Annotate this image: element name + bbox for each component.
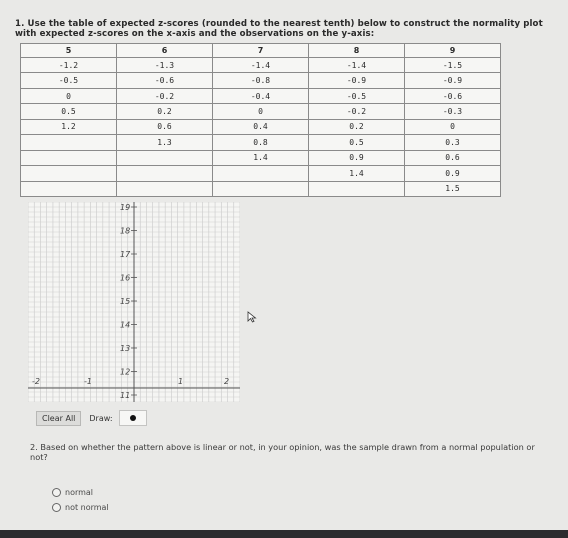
table-cell: 0 — [213, 104, 309, 119]
table-cell: -0.9 — [405, 73, 501, 88]
table-cell: -1.5 — [405, 58, 501, 73]
table-cell: -0.5 — [309, 88, 405, 103]
y-tick-label: 13 — [120, 344, 131, 353]
table-cell — [117, 166, 213, 181]
table-row — [21, 73, 501, 88]
table-cell: 0.8 — [213, 135, 309, 150]
table-row — [21, 104, 501, 119]
table-cell: -0.5 — [21, 73, 117, 88]
radio-not-normal[interactable] — [52, 503, 61, 512]
table-cell: -0.9 — [309, 73, 405, 88]
table-cell: 0.4 — [213, 119, 309, 134]
table-row — [21, 119, 501, 134]
table-cell — [117, 181, 213, 197]
normality-plot[interactable] — [28, 202, 240, 402]
x-tick-label: 2 — [224, 377, 230, 386]
y-tick-label: 15 — [120, 297, 131, 306]
question-1-text — [15, 19, 555, 39]
header-n-8: 8 — [309, 44, 405, 58]
option-normal[interactable] — [52, 488, 93, 497]
question-2-text: 2. Based on whether the pattern above is linear or not, in your opinion, was the sample drawn from a normal population or not? — [30, 442, 535, 462]
header-n-9: 9 — [405, 44, 501, 58]
table-row — [21, 88, 501, 103]
table-cell: -1.4 — [309, 58, 405, 73]
option-not-normal[interactable] — [52, 503, 109, 512]
table-cell: 0 — [21, 88, 117, 103]
clear-all-button[interactable]: Clear All — [36, 411, 81, 426]
y-tick-label: 19 — [120, 203, 131, 212]
table-row — [21, 135, 501, 150]
header-n-6: 6 — [117, 44, 213, 58]
table-cell: 0 — [405, 119, 501, 134]
draw-toolbar — [36, 410, 147, 426]
y-tick-label: 17 — [120, 250, 131, 259]
y-tick-label: 18 — [120, 226, 131, 236]
table-cell: 0.9 — [405, 166, 501, 181]
table-cell: 1.5 — [405, 181, 501, 197]
y-tick-label: 14 — [120, 320, 131, 330]
point-dot-icon — [130, 415, 136, 421]
table-cell: 0.5 — [21, 104, 117, 119]
option-not-normal-label: not normal — [65, 503, 109, 512]
table-cell: -0.4 — [213, 88, 309, 103]
draw-point-tool[interactable] — [119, 410, 147, 426]
radio-normal[interactable] — [52, 488, 61, 497]
x-tick-label: -1 — [84, 377, 92, 386]
table-cell: -0.6 — [405, 88, 501, 103]
table-cell: 1.2 — [21, 119, 117, 134]
table-cell — [309, 181, 405, 197]
table-cell: 1.4 — [213, 150, 309, 165]
x-tick-label: 1 — [178, 377, 184, 386]
y-tick-label: 11 — [120, 391, 131, 400]
table-row — [21, 150, 501, 165]
table-cell: -0.6 — [117, 73, 213, 88]
y-tick-label: 12 — [120, 367, 131, 377]
y-tick-label: 16 — [120, 273, 131, 283]
header-n-7: 7 — [213, 44, 309, 58]
table-cell — [213, 166, 309, 181]
table-cell: 0.2 — [117, 104, 213, 119]
table-cell: -0.2 — [309, 104, 405, 119]
table-cell: -1.4 — [213, 58, 309, 73]
table-header-row — [21, 44, 501, 58]
question-1-number: 1. — [15, 19, 25, 29]
table-cell: 0.2 — [309, 119, 405, 134]
table-cell — [21, 135, 117, 150]
bottom-bar — [0, 530, 568, 538]
question-1-body: Use the table of expected z-scores (rounded to the nearest tenth) below to construct the normality plot with expected z-scores on the x-axis and the observations on the y-axis: — [15, 19, 543, 39]
table-cell — [21, 166, 117, 181]
table-cell — [21, 150, 117, 165]
draw-label: Draw: — [89, 413, 113, 423]
table-row — [21, 58, 501, 73]
table-cell: 1.4 — [309, 166, 405, 181]
table-cell: 0.6 — [117, 119, 213, 134]
table-row — [21, 181, 501, 197]
table-row — [21, 166, 501, 181]
header-n-5: 5 — [21, 44, 117, 58]
table-cell: -0.8 — [213, 73, 309, 88]
table-cell: 0.6 — [405, 150, 501, 165]
table-cell — [117, 150, 213, 165]
x-tick-label: -2 — [32, 377, 40, 386]
table-body — [21, 58, 501, 197]
table-cell: 0.5 — [309, 135, 405, 150]
table-cell — [213, 181, 309, 197]
table-cell: 1.3 — [117, 135, 213, 150]
table-cell: -0.3 — [405, 104, 501, 119]
table-cell: 0.3 — [405, 135, 501, 150]
option-normal-label: normal — [65, 488, 94, 497]
z-score-table — [20, 43, 501, 197]
table-cell — [21, 181, 117, 197]
mouse-cursor-icon — [247, 311, 257, 323]
plot-canvas[interactable] — [28, 202, 240, 402]
table-cell: -1.3 — [117, 58, 213, 73]
table-cell: 0.9 — [309, 150, 405, 165]
table-cell: -0.2 — [117, 88, 213, 103]
table-cell: -1.2 — [21, 58, 117, 73]
